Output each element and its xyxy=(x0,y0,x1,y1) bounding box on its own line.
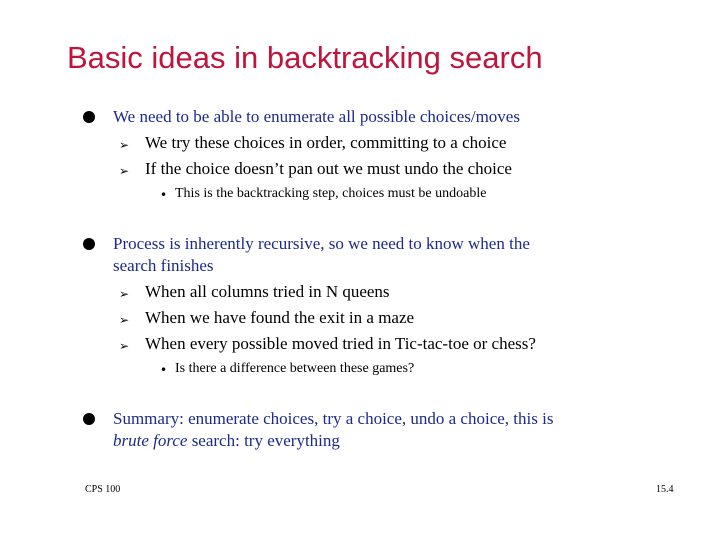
small-dot-icon: • xyxy=(160,188,168,202)
arrow-bullet-icon: ➢ xyxy=(119,287,130,301)
arrow-bullet-icon: ➢ xyxy=(119,339,130,353)
bullet-2-line-2: search finishes xyxy=(113,256,214,275)
bullet-1-subsub: This is the backtracking step, choices must be undoable xyxy=(175,186,487,201)
bullet-3-emphasis: brute force xyxy=(113,431,188,450)
arrow-bullet-icon: ➢ xyxy=(119,313,130,327)
bullet-2-subsub: Is there a difference between these games? xyxy=(175,361,415,376)
slide-title: Basic ideas in backtracking search xyxy=(67,40,543,75)
bullet-1-sub-1: We try these choices in order, committing to a choice xyxy=(145,133,507,152)
arrow-bullet-icon: ➢ xyxy=(119,164,130,178)
bullet-3-line-2 xyxy=(113,430,340,452)
bullet-2-sub-3: When every possible moved tried in Tic-tac-toe or chess? xyxy=(145,334,536,353)
arrow-bullet-icon: ➢ xyxy=(119,138,130,152)
bullet-dot-icon xyxy=(83,111,95,123)
bullet-2-line-1: Process is inherently recursive, so we need to know when the xyxy=(113,234,530,253)
bullet-dot-icon xyxy=(83,413,95,425)
bullet-3-line-1: Summary: enumerate choices, try a choice, undo a choice, this is xyxy=(113,409,554,428)
small-dot-icon: • xyxy=(160,363,168,377)
bullet-2-sub-2: When we have found the exit in a maze xyxy=(145,308,415,327)
bullet-3-line-2-rest: search: try everything xyxy=(187,431,340,450)
bullet-1-sub-2: If the choice doesn’t pan out we must undo the choice xyxy=(145,159,512,178)
bullet-2-sub-1: When all columns tried in N queens xyxy=(145,282,390,301)
footer-page-number: 15.4 xyxy=(656,484,674,495)
bullet-1-text: We need to be able to enumerate all possible choices/moves xyxy=(113,107,520,126)
footer-course: CPS 100 xyxy=(85,484,121,495)
bullet-dot-icon xyxy=(83,238,95,250)
